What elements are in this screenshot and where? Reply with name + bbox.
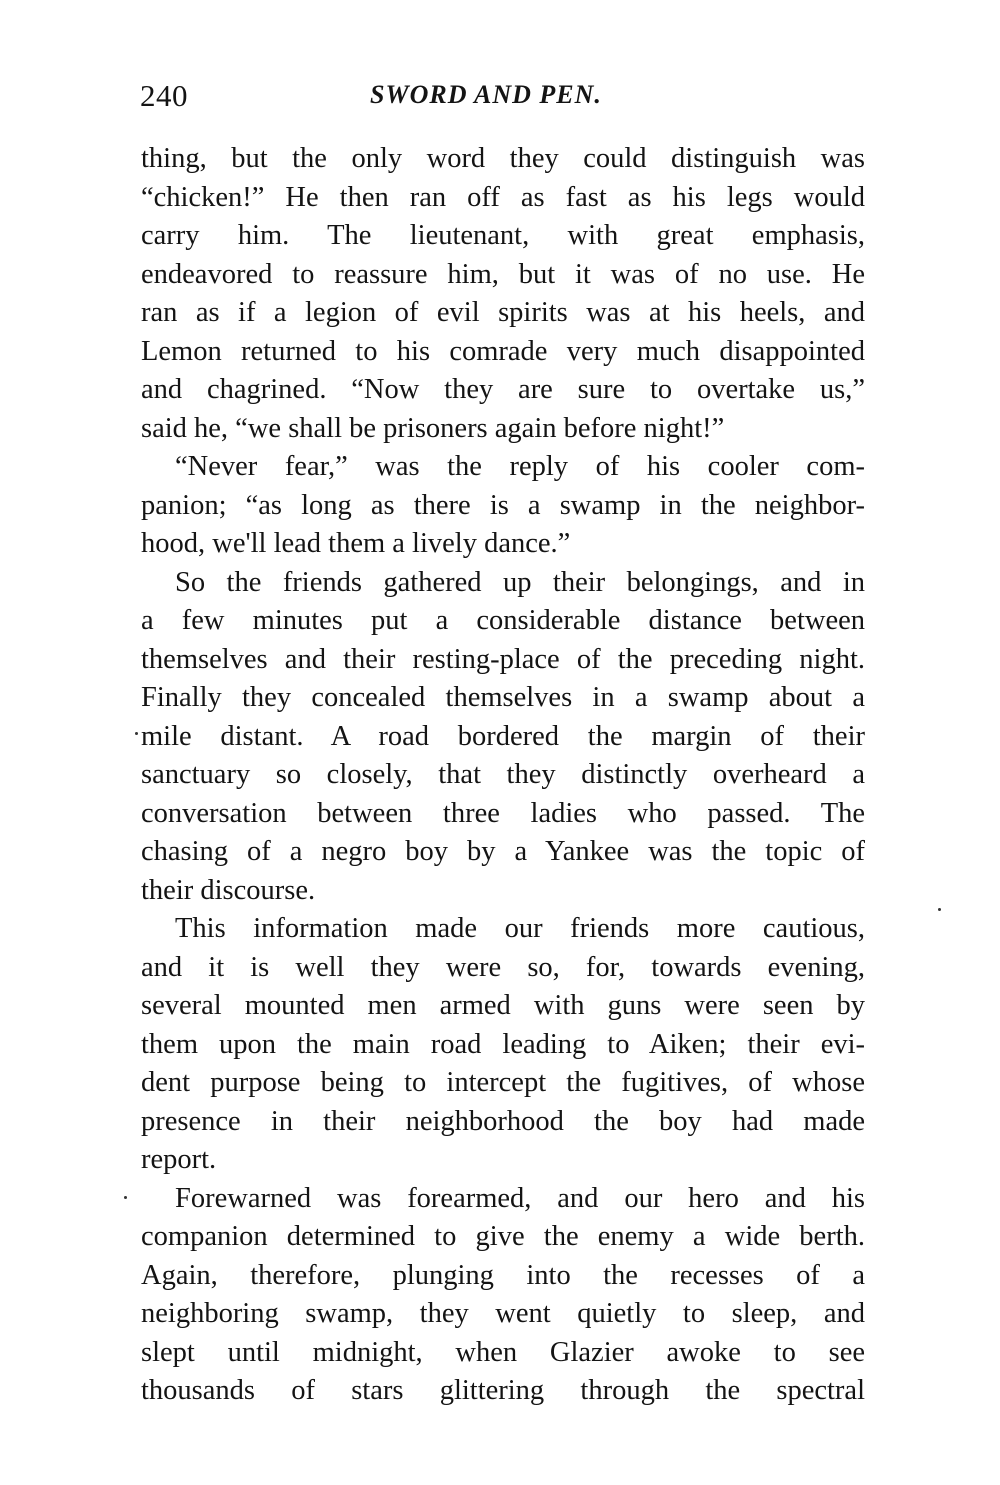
text-line: thousands of stars glittering through the spectral	[141, 1375, 865, 1406]
text-line: and chagrined. “Now they are sure to overtake us,”	[141, 374, 865, 405]
text-line: ran as if a legion of evil spirits was at his heels, and	[141, 297, 865, 328]
page-number: 240	[140, 78, 188, 113]
text-line: their discourse.	[141, 874, 316, 906]
paragraph	[141, 564, 865, 911]
running-title: SWORD AND PEN.	[370, 80, 602, 109]
text-line: said he, “we shall be prisoners again before night!”	[141, 412, 725, 444]
text-line: a few minutes put a considerable distance between	[141, 605, 865, 636]
text-line: several mounted men armed with guns were seen by	[141, 990, 865, 1021]
text-line: Forewarned was forearmed, and our hero and his	[175, 1182, 865, 1214]
text-line: presence in their neighborhood the boy had made	[141, 1105, 865, 1137]
print-speck	[124, 1196, 127, 1199]
text-line: and it is well they were so, for, towards evening,	[141, 951, 865, 983]
paragraph	[141, 910, 865, 1180]
paragraph	[141, 1180, 865, 1411]
text-line: slept until midnight, when Glazier awoke to see	[141, 1336, 865, 1368]
text-line: chasing of a negro boy by a Yankee was the topic of	[141, 836, 865, 867]
text-line: sanctuary so closely, that they distinctly overheard a	[141, 759, 865, 790]
text-line: companion determined to give the enemy a wide berth.	[141, 1221, 865, 1252]
text-line: hood, we'll lead them a lively dance.”	[141, 528, 571, 559]
body-text	[141, 140, 865, 1411]
text-line: panion; “as long as there is a swamp in the neighbor-	[141, 489, 865, 521]
text-line: dent purpose being to intercept the fugitives, of whose	[141, 1067, 865, 1098]
print-speck	[135, 732, 138, 735]
text-line: thing, but the only word they could distinguish was	[141, 143, 865, 174]
page-header	[140, 78, 866, 124]
text-line: conversation between three ladies who passed. The	[141, 797, 865, 829]
text-line: report.	[141, 1144, 217, 1175]
text-line: carry him. The lieutenant, with great emphasis,	[141, 220, 865, 251]
text-line: endeavored to reassure him, but it was of no use. He	[141, 258, 865, 290]
text-line: Finally they concealed themselves in a swamp about a	[141, 682, 865, 713]
text-line: Lemon returned to his comrade very much disappointed	[141, 335, 865, 367]
print-speck	[938, 908, 941, 911]
text-line: neighboring swamp, they went quietly to sleep, and	[141, 1298, 865, 1329]
text-line: “Never fear,” was the reply of his cooler com-	[175, 451, 865, 482]
text-line: “chicken!” He then ran off as fast as his legs would	[141, 181, 865, 213]
text-line: This information made our friends more cautious,	[175, 913, 865, 944]
paragraph	[141, 448, 865, 564]
text-line: them upon the main road leading to Aiken; their evi-	[141, 1028, 865, 1060]
text-line: Again, therefore, plunging into the recesses of a	[141, 1259, 865, 1291]
text-line: themselves and their resting-place of the preceding night.	[141, 643, 865, 675]
text-line: mile distant. A road bordered the margin of their	[141, 720, 865, 752]
paragraph	[141, 140, 865, 448]
text-line: So the friends gathered up their belongings, and in	[175, 566, 865, 598]
